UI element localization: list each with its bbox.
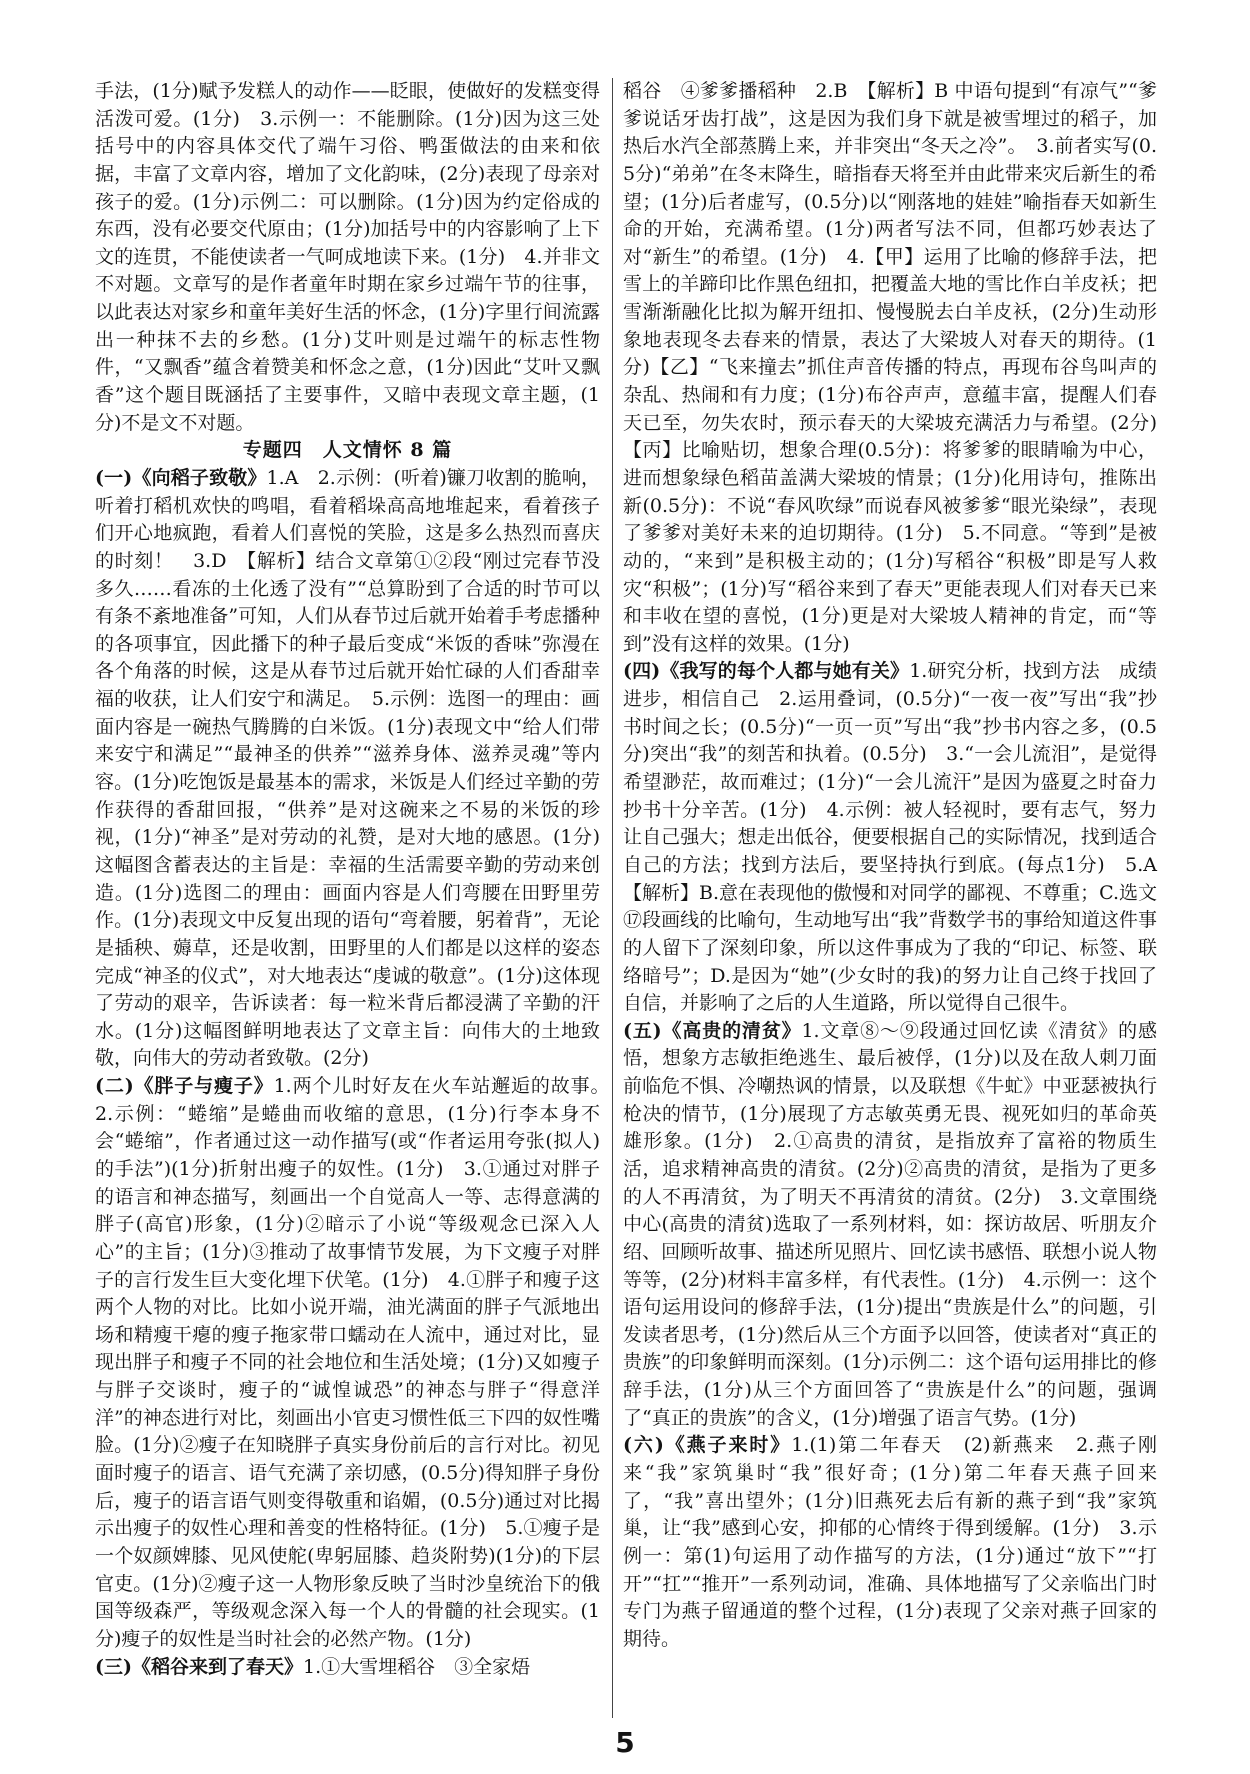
section-2-body: 1.两个儿时好友在火车站邂逅的故事。 2.示例：“蜷缩”是蜷曲而收缩的意思，(1分)行李本身不会“蜷缩”，作者通过这一动作描写(或“作者运用夸张(拟人)的手法”)(1分)折射出瘦子的奴性。(1分) 3.①通过对胖子的语言和神态描写，刻画出一个自觉高人一等、志得意满的胖子(高官)形象，(1分)②暗示了小说“等级观念已深入人心”的主旨；(1分)③推动了故事情节发展，为下文瘦子对胖子的言行发生巨大变化埋下伏笔。(1分) 4.①胖子和瘦子这两个人物的对比。比如小说开端，油光满面的胖子气派地出场和精瘦干瘪的瘦子拖家带口蠕动在人流中，通过对比，显现出胖子和瘦子不同的社会地位和生活处境；(1分)又如瘦子与胖子交谈时，瘦子的“诚惶诚恐”的神态与胖子“得意洋洋”的神态进行对比，刻画出小官吏习惯性低三下四的奴性嘴脸。(1分)②瘦子在知晓胖子真实身份前后的言行对比。初见面时瘦子的语言、语气充满了亲切感，(0.5分)得知胖子身份后，瘦子的语言语气则变得敬重和谄媚，(0.5分)通过对比揭示出瘦子的奴性心理和善变的性格特征。(1分) 5.①瘦子是一个奴颜婢膝、见风使舵(卑躬屈膝、趋炎附势)(1分)的下层官吏。(1分)②瘦子这一人物形象反映了当时沙皇统治下的俄国等级森严，等级观念深入每一个人的骨髓的社会现实。(1分)瘦子的奴性是当时社会的必然产物。(1分) — [95, 1075, 620, 1650]
section-2-heading: (二)《胖子与瘦子》 — [95, 1075, 274, 1098]
page-number: 5 — [615, 1726, 635, 1759]
topic-title: 专题四 人文情怀 8 篇 — [242, 439, 453, 462]
section-2 — [95, 1073, 620, 1653]
answer-paragraph-continued: 手法，(1分)赋予发糕人的动作——眨眼，使做好的发糕变得活泼可爱。(1分) 3.示例一：不能删除。(1分)因为这三处括号中的内容具体交代了端午习俗、鸭蛋做法的由来和依据，丰富了文章内容，增加了文化韵味，(2分)表现了母亲对孩子的爱。(1分)示例二：可以删除。(1分)因为约定俗成的东西，没有必要交代原由；(1分)加括号中的内容影响了上下文的连贯，不能使读者一气呵成地读下来。(1分) 4.并非文不对题。文章写的是作者童年时期在家乡过端午节的往事，以此表达对家乡和童年美好生活的怀念，(1分)字里行间流露出一种抹不去的乡愁。(1分)艾叶则是过端午的标志性物件，“又飘香”蕴含着赞美和怀念之意，(1分)因此“艾叶又飘香”这个题目既涵括了主要事件，又暗中表现文章主题，(1分)不是文不对题。 — [95, 80, 600, 434]
section-4-body: 1.研究分析，找到方法 成绩进步，相信自己 2.运用叠词，(0.5分)“一夜一夜”写出“我”抄书时间之长；(0.5分)“一页一页”写出“我”抄书内容之多，(0.5分)突出“我”的刻苦和执着。(0.5分) 3.“一会儿流泪”，是觉得希望渺茫，故而难过；(1分)“一会儿流汗”是因为盛夏之时奋力抄书十分辛苦。(1分) 4.示例：被人轻视时，要有志气，努力让自己强大；想走出低谷，便要根据自己的实际情况，找到适合自己的方法；找到方法后，要坚持执行到底。(每点1分) 5.A 【解析】B.意在表现他的傲慢和对同学的鄙视、不尊重；C.选文⑰段画线的比喻句，生动地写出“我”背数学书的事给知道这件事的人留下了深刻印象，所以这件事成为了我的“印记、标签、联络暗号”；D.是因为“她”(少女时的我)的努力让自己终于找回了自信，并影响了之后的人生道路，所以觉得自己很牛。 — [623, 660, 1177, 1015]
section-5 — [623, 1018, 1157, 1433]
right-column — [623, 78, 1177, 1654]
section-6-body: 1.(1)第二年春天 (2)新燕来 2.燕子刚来“我”家筑巢时“我”很好奇；(1分)第二年春天燕子回来了，“我”喜出望外；(1分)旧燕死去后有新的燕子到“我”家筑巢，让“我”感到心安，抑郁的心情终于得到缓解。(1分) 3.示例一：第(1)句运用了动作描写的方法，(1分)通过“放下”“打开”“扛”“推开”一系列动词，准确、具体地描写了父亲临出门时专门为燕子留通道的整个过程，(1分)表现了父亲对燕子回家的期待。 — [623, 1434, 1157, 1650]
section-3 — [95, 1654, 600, 1682]
section-3-continued: 稻谷 ④爹爹播稻种 2.B 【解析】B 中语句提到“有凉气”“爹爹说话牙齿打战”，这是因为我们身下就是被雪埋过的稻子，加热后水汽全部蒸腾上来，并非突出“冬天之冷”。 3.前者实写(0.5分)“弟弟”在冬末降生，暗指春天将至并由此带来灾后新生的希望；(1分)后者虚写，(0.5分)以“刚落地的娃娃”喻指春天如新生命的开始，充满希望。(1分)两者写法不同，但都巧妙表达了对“新生”的希望。(1分) 4.【甲】运用了比喻的修辞手法，把雪上的羊蹄印比作黑色纽扣，把覆盖大地的雪比作白羊皮袄；把雪渐渐融化比拟为解开纽扣、慢慢脱去白羊皮袄，(2分)生动形象地表现冬去春来的情景，表达了大梁坡人对春天的期待。(1分)【乙】“飞来撞去”抓住声音传播的特点，再现布谷鸟叫声的杂乱、热闹和有力度；(1分)布谷声声，意蕴丰富，提醒人们春天已至，勿失农时，预示春天的大梁坡充满活力与希望。(2分)【丙】比喻贴切，想象合理(0.5分)：将爹爹的眼睛喻为中心，进而想象绿色稻苗盖满大梁坡的情景；(1分)化用诗句，推陈出新(0.5分)：不说“春风吹绿”而说春风被爹爹“眼光染绿”，表现了爹爹对美好未来的迫切期待。(1分) 5.不同意。“等到”是被动的，“来到”是积极主动的；(1分)写稻谷“积极”即是写人救灾“积极”；(1分)写“稻谷来到了春天”更能表现人们对春天已来和丰收在望的喜悦，(1分)更是对大梁坡人精神的肯定，而“等到”没有这样的效果。(1分) — [623, 80, 1157, 655]
section-5-body: 1.文章⑧～⑨段通过回忆读《清贫》的感悟，想象方志敏拒绝逃生、最后被俘，(1分)以及在敌人刺刀面前临危不惧、冷嘲热讽的情景，以及联想《牛虻》中亚瑟被执行枪决的情节，(1分)展现了方志敏英勇无畏、视死如归的革命英雄形象。(1分) 2.①高贵的清贫，是指放弃了富裕的物质生活，追求精神高贵的清贫。(2分)②高贵的清贫，是指为了更多的人不再清贫，为了明天不再清贫的清贫。(2分) 3.文章围绕中心(高贵的清贫)选取了一系列材料，如：探访故居、听朋友介绍、回顾听故事、描述所见照片、回忆读书感悟、联想小说人物等等，(2分)材料丰富多样，有代表性。(1分) 4.示例一：这个语句运用设问的修辞手法，(1分)提出“贵族是什么”的问题，引发读者思考，(1分)然后从三个方面予以回答，使读者对“真正的贵族”的印象鲜明而深刻。(1分)示例二：这个语句运用排比的修辞手法，(1分)从三个方面回答了“贵族是什么”的问题，强调了“真正的贵族”的含义，(1分)增强了语言气势。(1分) — [623, 1019, 1157, 1429]
section-1-heading: (一)《向稻子致敬》 — [95, 466, 267, 489]
section-1-body: 1.A 2.示例：(听着)镰刀收割的脆响，听着打稻机欢快的鸣唱，看着稻垛高高地堆起来，看着孩子们开心地疯跑，看着人们喜悦的笑脸，这是多么热烈而喜庆的时刻！ 3.D 【解析】结合文章第①②段“刚过完春节没多久……看冻的土化透了没有”“总算盼到了合适的时节可以有条不紊地准备”可知，人们从春节过后就开始着手考虑播种的各项事宜，因此播下的种子最后变成“米饭的香味”弥漫在各个角落的时候，这是从春节过后就开始忙碌的人们香甜幸福的收获，让人们安宁和满足。 5.示例：选图一的理由：画面内容是一碗热气腾腾的白米饭。(1分)表现文中“给人们带来安宁和满足”“最神圣的供养”“滋养身体、滋养灵魂”等内容。(1分)吃饱饭是最基本的需求，米饭是人们经过辛勤的劳作获得的香甜回报，“供养”是对这碗来之不易的米饭的珍视，(1分)“神圣”是对劳动的礼赞，是对大地的感恩。(1分)这幅图含蓄表达的主旨是：幸福的生活需要辛勤的劳动来创造。(1分)选图二的理由：画面内容是人们弯腰在田野里劳作。(1分)表现文中反复出现的语句“弯着腰，躬着背”，无论是插秧、薅草，还是收割，田野里的人们都是以这样的姿态完成“神圣的仪式”，对大地表达“虔诚的敬意”。(1分)这体现了劳动的艰辛，告诉读者：每一粒米背后都浸满了辛勤的汗水。(1分)这幅图鲜明地表达了文章主旨：向伟大的土地致敬，向伟大的劳动者致敬。(2分) — [95, 466, 600, 1070]
section-4-heading: (四)《我写的每个人都与她有关》 — [623, 660, 910, 683]
column-divider — [612, 78, 613, 1718]
section-4 — [623, 658, 1177, 1017]
section-5-heading: (五)《高贵的清贫》 — [623, 1019, 802, 1042]
section-3-heading: (三)《稻谷来到了春天》 — [95, 1655, 303, 1678]
section-3-body: 1.①大雪埋稻谷 ③全家焐 — [302, 1655, 531, 1678]
section-1 — [95, 465, 600, 1073]
section-6-heading: (六)《燕子来时》 — [623, 1434, 792, 1457]
section-6 — [623, 1432, 1157, 1653]
left-column — [95, 78, 620, 1681]
